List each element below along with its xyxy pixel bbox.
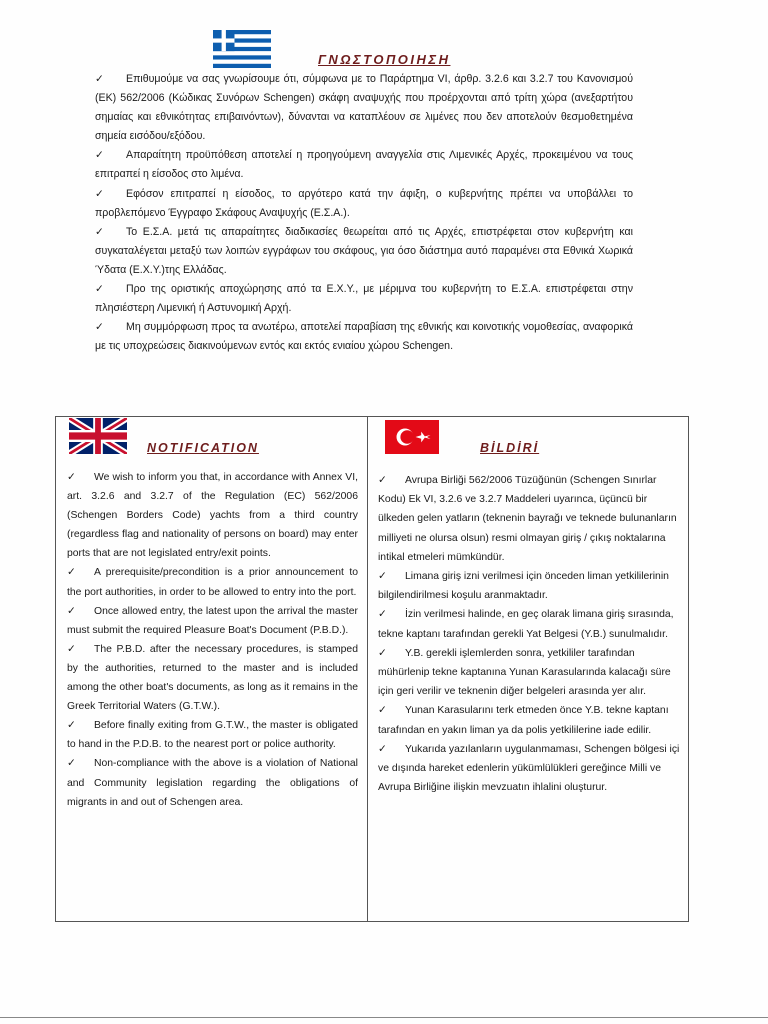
- turkish-paragraph: ✓ Y.B. gerekli işlemlerden sonra, yetkililer tarafından mühürlenip tekne kaptanına Yunan Karasularında kalacağı süre için geri verilir ve teknenin diğer belgeleri arasında yer alır.: [378, 644, 684, 702]
- english-paragraph: ✓ The P.B.D. after the necessary procedures, is stamped by the authorities, returned to the master and is included among the other boat's documents, as long as it remains in the Greek Territorial Waters (G.T.W.).: [67, 640, 358, 716]
- turkish-notice-body: [378, 471, 684, 797]
- english-paragraph: ✓ A prerequisite/precondition is a prior announcement to the port authorities, in order to be allowed to entry into the port.: [67, 563, 358, 601]
- check-icon: ✓: [67, 720, 76, 732]
- check-icon: ✓: [95, 187, 104, 200]
- greek-notice-body: [95, 70, 633, 356]
- english-title: NOTIFICATION: [147, 441, 259, 455]
- turkish-paragraph: ✓ İzin verilmesi halinde, en geç olarak limana giriş sırasında, tekne kaptanı tarafından gerekli Yat Belgesi (Y.B.) sunulmalıdır.: [378, 605, 684, 643]
- page-bottom-rule: [0, 1017, 768, 1018]
- english-paragraph: ✓ Before finally exiting from G.T.W., the master is obligated to hand in the P.D.B. to the nearest port or police authority.: [67, 716, 358, 754]
- turkish-paragraph: ✓ Yukarıda yazılanların uygulanmaması, Schengen bölgesi içi ve dışında hareket edenlerin yükümlülükleri gereğince Milli ve Avrupa Birliğine ilişkin mevzuatın ihlalini oluşturur.: [378, 740, 684, 798]
- check-icon: ✓: [67, 643, 76, 655]
- check-icon: ✓: [67, 472, 76, 483]
- greek-paragraph: ✓ Το Ε.Σ.Α. μετά τις απαραίτητες διαδικασίες θεωρείται από τις Αρχές, επιστρέφεται στον κυβερνήτη και συγκαταλέγεται μεταξύ των λοιπών εγγράφων του σκάφους, για όσο διάστημα αυτό παραμένει στα Εθνικά Χωρικά Ύδατα (Ε.Χ.Υ.)της Ελλάδας.: [95, 223, 633, 280]
- turkish-paragraph: ✓ Avrupa Birliği 562/2006 Tüzüğünün (Schengen Sınırlar Kodu) Ek VI, 3.2.6 ve 3.2.7 Maddeleri uyarınca, üçüncü bir ülkeden gelen yatların (teknenin bayrağı ve teknede bulunanların milliyeti ne olursa olsun) resmi olmayan giriş / çıkış noktalarına intikal etmeleri mümkündür.: [378, 471, 684, 567]
- check-icon: ✓: [95, 73, 104, 85]
- greek-paragraph: ✓ Μη συμμόρφωση προς τα ανωτέρω, αποτελεί παραβίαση της εθνικής και κοινοτικής νομοθεσίας, αναφορικά με τις υποχρεώσεις διακινούμενων εντός και εκτός ενιαίου χώρου Schengen.: [95, 318, 633, 356]
- greek-paragraph: ✓ Προ της οριστικής αποχώρησης από τα Ε.Χ.Υ., με μέριμνα του κυβερνήτη το Ε.Σ.Α. επιστρέφεται στην πλησιέστερη Λιμενική ή Αστυνομική Αρχή.: [95, 280, 633, 318]
- check-icon: ✓: [95, 225, 104, 238]
- check-icon: ✓: [95, 321, 104, 334]
- english-paragraph: ✓ Non-compliance with the above is a violation of National and Community legislation regarding the obligations of migrants in and out of Schengen area.: [67, 754, 358, 811]
- english-paragraph: ✓ Once allowed entry, the latest upon the arrival the master must submit the required Pleasure Boat's Document (P.B.D.).: [67, 602, 358, 640]
- check-icon: ✓: [378, 647, 387, 659]
- turkish-paragraph: ✓ Limana giriş izni verilmesi için önceden liman yetkililerinin bilgilendirilmesi koşulu aranmaktadır.: [378, 567, 684, 605]
- check-icon: ✓: [67, 758, 76, 770]
- check-icon: ✓: [378, 571, 387, 583]
- check-icon: ✓: [67, 605, 76, 617]
- turkish-flag-icon: [385, 420, 439, 454]
- turkish-title: BİLDİRİ: [480, 441, 540, 455]
- greek-paragraph: ✓ Επιθυμούμε να σας γνωρίσουμε ότι, σύμφωνα με το Παράρτημα VI, άρθρ. 3.2.6 και 3.2.7 του Κανονισμού (ΕΚ) 562/2006 (Κώδικας Συνόρων Schengen) σκάφη αναψυχής που προέρχονται από τρίτη χώρα (ανεξαρτήτου σημαίας και εθνικότητας επιβαινόντων), δύνανται να καταπλέουν σε λιμένες που δεν αποτελούν θεσμοθετημένα σημεία εισόδου/εξόδου.: [95, 70, 633, 146]
- greek-title: ΓΝΩΣΤΟΠΟΙΗΣΗ: [318, 52, 451, 67]
- check-icon: ✓: [378, 743, 387, 755]
- english-notice-body: [67, 468, 358, 812]
- turkish-paragraph: ✓ Yunan Karasularını terk etmeden önce Y.B. tekne kaptanı tarafından en yakın liman ya da polis yetkililerine iade edilir.: [378, 701, 684, 739]
- check-icon: ✓: [378, 705, 387, 717]
- greek-paragraph: ✓ Απαραίτητη προϋπόθεση αποτελεί η προηγούμενη αναγγελία στις Λιμενικές Αρχές, προκειμένου να τους επιτραπεί η είσοδος στο λιμένα.: [95, 146, 633, 184]
- column-divider: [367, 417, 368, 921]
- check-icon: ✓: [95, 283, 104, 296]
- translations-table: [55, 416, 689, 922]
- check-icon: ✓: [378, 475, 387, 486]
- greek-paragraph: ✓ Εφόσον επιτραπεί η είσοδος, το αργότερο κατά την άφιξη, ο κυβερνήτης πρέπει να υποβάλλει το προβλεπόμενο Έγγραφο Σκάφους Αναψυχής (Ε.Σ.Α.).: [95, 185, 633, 223]
- uk-flag-icon: [69, 418, 127, 454]
- check-icon: ✓: [95, 149, 104, 162]
- english-paragraph: ✓ We wish to inform you that, in accordance with Annex VI, art. 3.2.6 and 3.2.7 of the Regulation (EC) 562/2006 (Schengen Borders Code) yachts from a third country (regardless flag and nationality of persons on board) may enter ports that are not legislated entry/exit points.: [67, 468, 358, 563]
- check-icon: ✓: [67, 567, 76, 579]
- check-icon: ✓: [378, 609, 387, 621]
- greek-flag-icon: [213, 30, 271, 68]
